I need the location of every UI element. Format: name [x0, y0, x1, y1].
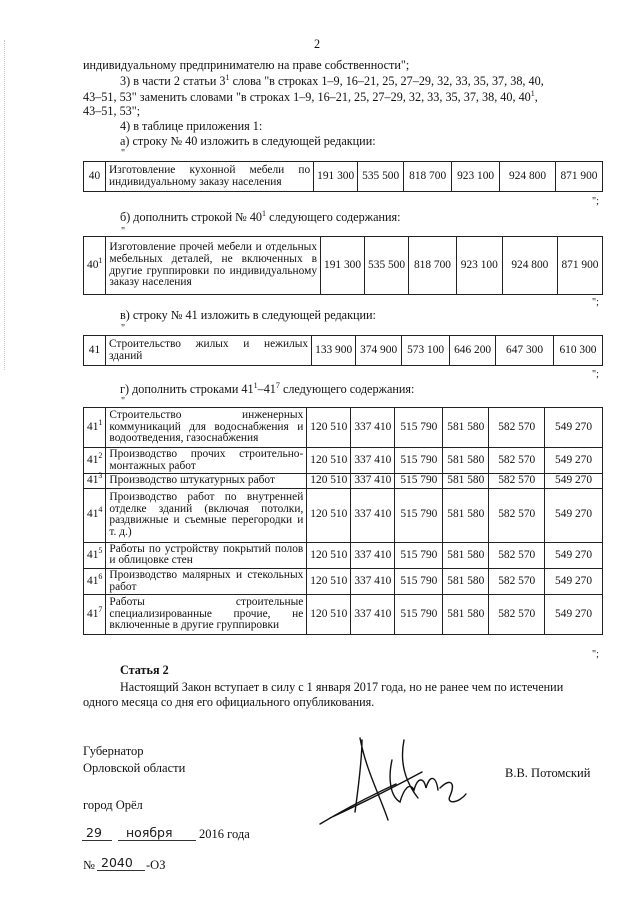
governor-title-line-2: Орловской области [83, 761, 186, 775]
row-value: 923 100 [456, 237, 502, 295]
row-description: Производство штукатурных работ [106, 474, 307, 489]
row-value: 549 270 [545, 474, 603, 489]
row-index: $41^6$ [84, 568, 106, 594]
row-value: 515 790 [395, 448, 443, 474]
row-description: Производство работ по внутренней отделке зданий (включая потолки, раздвижные и съемные перегородки и т. д.) [106, 488, 307, 542]
number-prefix: № [83, 858, 95, 872]
row-value: 582 570 [489, 568, 545, 594]
date-year: 2016 года [199, 827, 250, 841]
row-value: 549 270 [545, 408, 603, 448]
row-value: 337 410 [351, 408, 395, 448]
row-value: 871 900 [558, 237, 603, 295]
row-value: 646 200 [450, 336, 496, 366]
article-2-title: Статья 2 [120, 663, 169, 677]
row-index: $41^5$ [84, 542, 106, 568]
row-value: 120 510 [307, 488, 351, 542]
governor-title-line-1: Губернатор [83, 744, 144, 758]
table-row [84, 448, 603, 474]
row-value: 924 800 [500, 162, 556, 192]
row-value: 515 790 [395, 595, 443, 635]
table-row [84, 474, 603, 489]
row-value: 923 100 [452, 162, 500, 192]
row-value: 337 410 [351, 542, 395, 568]
row-value: 581 580 [443, 448, 489, 474]
row-index: 40 [84, 162, 106, 192]
close-quote: "; [592, 649, 599, 660]
intro-line-5: 4) в таблице приложения 1: [120, 119, 263, 133]
row-value: 610 300 [554, 336, 603, 366]
row-value: 120 510 [307, 542, 351, 568]
para-b: б) дополнить строкой № $40^1$ следующего содержания: [120, 208, 401, 224]
governor-name: В.В. Потомский [505, 766, 591, 780]
article-2-text-line-1: Настоящий Закон вступает в силу с 1 января 2017 года, но не ранее чем по истечении [120, 680, 564, 694]
row-value: 515 790 [395, 542, 443, 568]
row-description: Строительство жилых и нежилых зданий [105, 336, 311, 366]
row-index: $41^4$ [84, 488, 106, 542]
row-description: Изготовление кухонной мебели по индивидуальному заказу населения [105, 162, 313, 192]
row-value: 581 580 [443, 542, 489, 568]
open-quote: " [121, 226, 126, 237]
row-value: 515 790 [395, 474, 443, 489]
row-description: Изготовление прочей мебели и отдельных мебельных деталей, не включенных в другие группировки по индивидуальному заказу населения [106, 237, 321, 295]
row-value: 818 700 [404, 162, 452, 192]
row-value: 582 570 [489, 542, 545, 568]
row-index: $41^1$ [84, 408, 106, 448]
row-value: 535 500 [365, 237, 409, 295]
open-quote: " [121, 148, 126, 159]
row-value: 549 270 [545, 448, 603, 474]
row-value: 374 900 [356, 336, 402, 366]
row-description: Работы по устройству покрытий полов и облицовке стен [106, 542, 307, 568]
row-value: 582 570 [489, 408, 545, 448]
row-value: 337 410 [351, 488, 395, 542]
row-value: 515 790 [395, 568, 443, 594]
row-value: 581 580 [443, 408, 489, 448]
date-month: ноября [126, 825, 173, 840]
handwritten-signature [300, 700, 490, 830]
row-value: 924 800 [502, 237, 557, 295]
table-row [84, 595, 603, 635]
row-value: 581 580 [443, 474, 489, 489]
row-value: 337 410 [351, 568, 395, 594]
table-row [84, 336, 603, 366]
row-value: 120 510 [307, 474, 351, 489]
row-value: 582 570 [489, 488, 545, 542]
row-description: Строительство инженерных коммуникаций для водоснабжения и водоотведения, газоснабжения [106, 408, 307, 448]
law-number-underline [97, 870, 145, 871]
scan-margin-mark [4, 40, 5, 370]
para-v: в) строку № 41 изложить в следующей редакции: [120, 308, 376, 322]
article-2-text-line-2: одного месяца со дня его официального опубликования. [83, 695, 375, 709]
law-number: 2040 [101, 855, 133, 870]
row-value: 337 410 [351, 448, 395, 474]
intro-line-3: 43–51, 53" заменить словами "в строках 1–9, 16–21, 25, 27–29, 32, 33, 35, 37, 38, 40, $40^1$, [83, 88, 538, 104]
row-value: 647 300 [496, 336, 554, 366]
row-value: 120 510 [307, 595, 351, 635]
close-quote: "; [592, 196, 599, 207]
row-value: 818 700 [409, 237, 457, 295]
row-value: 871 900 [556, 162, 603, 192]
row-description: Производство прочих строительно-монтажных работ [106, 448, 307, 474]
row-index: $41^3$ [84, 474, 106, 489]
row-value: 581 580 [443, 488, 489, 542]
intro-line-2: 3) в части 2 статьи $3^1$ слова "в строках 1–9, 16–21, 25, 27–29, 32, 33, 35, 37, 38, 40, [120, 72, 544, 88]
row-value: 549 270 [545, 568, 603, 594]
table-row [84, 542, 603, 568]
row-value: 549 270 [545, 488, 603, 542]
table-row [84, 408, 603, 448]
table-row [84, 488, 603, 542]
row-value: 581 580 [443, 595, 489, 635]
open-quote: " [121, 396, 126, 407]
row-index: $40^1$ [84, 237, 106, 295]
row-value: 582 570 [489, 595, 545, 635]
row-value: 549 270 [545, 542, 603, 568]
row-value: 337 410 [351, 595, 395, 635]
row-index: $41^2$ [84, 448, 106, 474]
row-value: 582 570 [489, 448, 545, 474]
page-number: 2 [314, 37, 321, 51]
row-value: 120 510 [307, 408, 351, 448]
date-day-underline [82, 840, 112, 841]
intro-line-1: индивидуальному предпринимателю на праве собственности"; [83, 58, 410, 72]
close-quote: "; [592, 369, 599, 380]
table-row-40-1 [83, 236, 603, 295]
row-value: 515 790 [395, 488, 443, 542]
intro-line-4: 43–51, 53"; [83, 104, 141, 118]
row-value: 573 100 [402, 336, 450, 366]
row-value: 581 580 [443, 568, 489, 594]
row-description: Производство малярных и стекольных работ [106, 568, 307, 594]
table-row [84, 237, 603, 295]
para-a: а) строку № 40 изложить в следующей редакции: [120, 134, 376, 148]
table-row-40 [83, 161, 603, 192]
row-index: $41^7$ [84, 595, 106, 635]
table-rows-41-1-to-7 [83, 407, 603, 635]
table-row [84, 162, 603, 192]
row-value: 191 300 [314, 162, 358, 192]
city: город Орёл [83, 798, 143, 812]
row-value: 133 900 [312, 336, 356, 366]
number-suffix: -ОЗ [146, 858, 166, 872]
row-value: 337 410 [351, 474, 395, 489]
row-description: Работы строительные специализированные прочие, не включенные в другие группировки [106, 595, 307, 635]
date-day: 29 [86, 825, 102, 840]
row-value: 191 300 [321, 237, 365, 295]
row-value: 535 500 [358, 162, 404, 192]
date-month-underline [118, 840, 196, 841]
row-index: 41 [84, 336, 106, 366]
open-quote: " [121, 323, 126, 334]
row-value: 515 790 [395, 408, 443, 448]
table-row-41 [83, 335, 603, 366]
table-row [84, 568, 603, 594]
row-value: 549 270 [545, 595, 603, 635]
row-value: 582 570 [489, 474, 545, 489]
para-g: г) дополнить строками $41^1-41^7$ следующего содержания: [120, 380, 415, 396]
row-value: 120 510 [307, 568, 351, 594]
row-value: 120 510 [307, 448, 351, 474]
close-quote: "; [592, 297, 599, 308]
